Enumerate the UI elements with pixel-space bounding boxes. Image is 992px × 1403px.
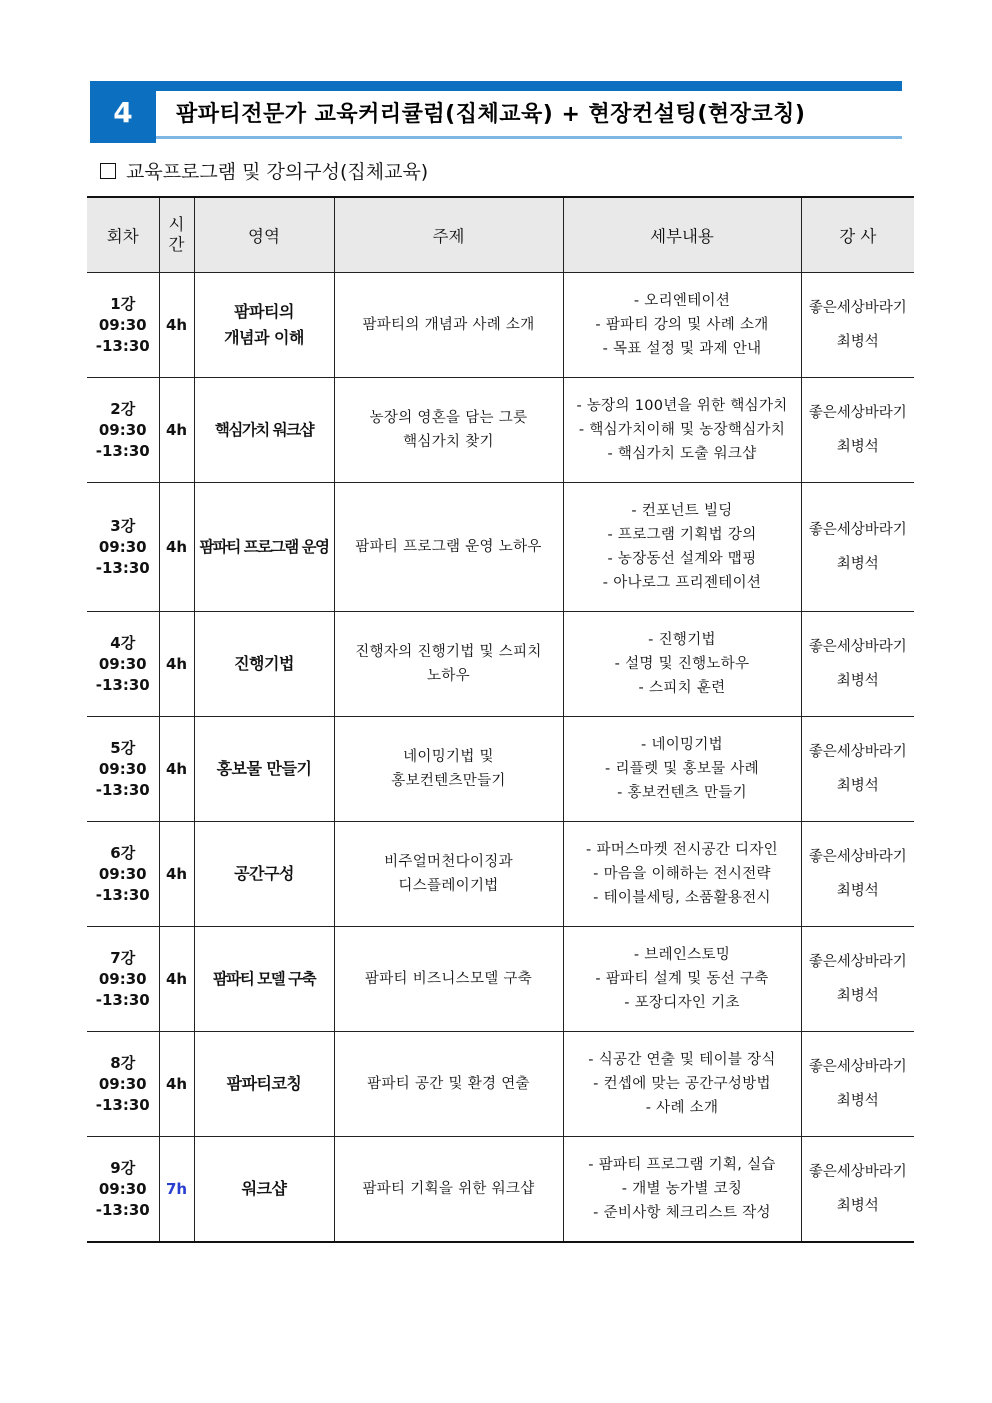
- hours-value: 4h: [165, 316, 188, 334]
- instructor-cell: [801, 378, 914, 483]
- instructor-cell: [801, 483, 914, 612]
- area-cell: [194, 483, 334, 612]
- details-item: - 네이밍기법: [641, 737, 723, 753]
- details-cell: [563, 483, 801, 612]
- checkbox-square-icon: [100, 163, 116, 179]
- session-start: 09:30: [98, 315, 147, 334]
- area-line2: 개념과 이해: [224, 328, 304, 347]
- header-topic: 주제: [334, 197, 563, 273]
- topic-line1: 네이밍기법 및: [403, 749, 494, 765]
- session-end: -13:30: [95, 441, 150, 460]
- topic-line2: 디스플레이기법: [398, 878, 499, 894]
- table-row: [87, 483, 914, 612]
- details-cell: [563, 378, 801, 483]
- hours-value: 4h: [165, 865, 188, 883]
- session-end: -13:30: [95, 1095, 150, 1114]
- table-header-row: [87, 197, 914, 273]
- details-item: - 목표 설정 및 과제 안내: [602, 341, 762, 357]
- table-row: [87, 717, 914, 822]
- topic-line1: 진행자의 진행기법 및 스피치: [355, 644, 542, 660]
- topic-line1: 비주얼머천다이징과: [384, 854, 513, 870]
- area-line1: 팜파티 프로그램 운영: [199, 538, 329, 556]
- instructor-name: 최병석: [836, 673, 879, 689]
- topic-cell: [334, 483, 563, 612]
- instructor-name: 최병석: [836, 988, 879, 1004]
- hours-cell: [159, 273, 194, 378]
- area-line1: 팜파티코칭: [226, 1074, 302, 1093]
- topic-line1: 팜파티 비즈니스모델 구축: [364, 971, 533, 987]
- session-cell: [87, 717, 159, 822]
- session-start: 09:30: [98, 759, 147, 778]
- session-end: -13:30: [95, 675, 150, 694]
- instructor-org: 좋은세상바라기: [808, 405, 907, 421]
- session-cell: [87, 612, 159, 717]
- session-label: 8강: [110, 1053, 136, 1072]
- table-row: [87, 822, 914, 927]
- details-item: - 진행기법: [648, 632, 716, 648]
- session-label: 6강: [110, 843, 136, 862]
- area-cell: [194, 1032, 334, 1137]
- session-label: 7강: [110, 948, 136, 967]
- details-item: - 리플렛 및 홍보물 사례: [605, 761, 759, 777]
- session-start: 09:30: [98, 969, 147, 988]
- topic-cell: [334, 1032, 563, 1137]
- hours-cell: [159, 378, 194, 483]
- area-line1: 워크샵: [241, 1179, 287, 1198]
- topic-line2: 핵심가치 찾기: [403, 434, 494, 450]
- table-row: [87, 927, 914, 1032]
- topic-cell: [334, 378, 563, 483]
- area-cell: [194, 1137, 334, 1243]
- details-cell: [563, 1137, 801, 1243]
- instructor-cell: [801, 612, 914, 717]
- details-item: - 핵심가치이해 및 농장핵심가치: [578, 422, 786, 438]
- session-cell: [87, 822, 159, 927]
- table-row: [87, 612, 914, 717]
- topic-line1: 팜파티 공간 및 환경 연출: [367, 1076, 530, 1092]
- header-details: 세부내용: [563, 197, 801, 273]
- topic-cell: [334, 1137, 563, 1243]
- details-item: - 식공간 연출 및 테이블 장식: [588, 1052, 776, 1068]
- session-label: 3강: [110, 516, 136, 535]
- header-bottom-rule: [156, 136, 902, 139]
- details-item: - 테이블세팅, 소품활용전시: [593, 890, 771, 906]
- instructor-name: 최병석: [836, 556, 879, 572]
- details-item: - 스피치 훈련: [638, 680, 726, 696]
- instructor-org: 좋은세상바라기: [808, 744, 907, 760]
- details-item: - 핵심가치 도출 워크샵: [607, 446, 757, 462]
- session-cell: [87, 378, 159, 483]
- details-item: - 팜파티 프로그램 기획, 실습: [588, 1157, 776, 1173]
- hours-cell: [159, 1137, 194, 1243]
- hours-value: 4h: [165, 760, 188, 778]
- area-cell: [194, 612, 334, 717]
- topic-line2: 노하우: [427, 668, 470, 684]
- details-item: - 농장의 100년을 위한 핵심가치: [576, 398, 788, 414]
- instructor-cell: [801, 273, 914, 378]
- table-row: [87, 378, 914, 483]
- topic-line2: 홍보컨텐츠만들기: [391, 773, 506, 789]
- details-item: - 컨포넌트 빌딩: [631, 503, 733, 519]
- details-item: - 팜파티 강의 및 사례 소개: [595, 317, 769, 333]
- session-end: -13:30: [95, 885, 150, 904]
- section-number: 4: [90, 81, 156, 143]
- hours-cell: [159, 483, 194, 612]
- details-item: - 프로그램 기획법 강의: [607, 527, 757, 543]
- instructor-name: 최병석: [836, 334, 879, 350]
- area-cell: [194, 717, 334, 822]
- details-item: - 파머스마켓 전시공간 디자인: [586, 842, 778, 858]
- details-cell: [563, 717, 801, 822]
- area-line1: 홍보물 만들기: [216, 759, 312, 778]
- subtitle: [100, 157, 428, 184]
- hours-value: 4h: [165, 970, 188, 988]
- topic-line1: 농장의 영혼을 담는 그릇: [369, 410, 528, 426]
- topic-cell: [334, 822, 563, 927]
- session-cell: [87, 483, 159, 612]
- header-hours-line1: 시: [168, 215, 185, 234]
- details-item: - 농장동선 설계와 맵핑: [607, 551, 757, 567]
- header-session: 회차: [87, 197, 159, 273]
- subtitle-text: 교육프로그램 및 강의구성(집체교육): [126, 161, 429, 183]
- instructor-cell: [801, 717, 914, 822]
- session-start: 09:30: [98, 864, 147, 883]
- area-cell: [194, 273, 334, 378]
- instructor-cell: [801, 1032, 914, 1137]
- table-row: [87, 1137, 914, 1243]
- instructor-cell: [801, 927, 914, 1032]
- details-item: - 설명 및 진행노하우: [614, 656, 750, 672]
- section-title: 팜파티전문가 교육커리큘럼(집체교육) + 현장컨설팅(현장코칭): [176, 102, 806, 127]
- session-start: 09:30: [98, 420, 147, 439]
- hours-cell: [159, 1032, 194, 1137]
- session-end: -13:30: [95, 558, 150, 577]
- instructor-cell: [801, 1137, 914, 1243]
- table-row: [87, 1032, 914, 1137]
- details-cell: [563, 612, 801, 717]
- instructor-name: 최병석: [836, 778, 879, 794]
- topic-cell: [334, 273, 563, 378]
- header-area: 영역: [194, 197, 334, 273]
- details-item: - 포장디자인 기초: [624, 995, 740, 1011]
- area-cell: [194, 927, 334, 1032]
- topic-cell: [334, 612, 563, 717]
- details-cell: [563, 822, 801, 927]
- area-line1: 진행기법: [234, 654, 294, 673]
- session-cell: [87, 927, 159, 1032]
- session-start: 09:30: [98, 1179, 147, 1198]
- instructor-name: 최병석: [836, 1198, 879, 1214]
- details-item: - 컨셉에 맞는 공간구성방법: [593, 1076, 771, 1092]
- session-start: 09:30: [98, 1074, 147, 1093]
- instructor-org: 좋은세상바라기: [808, 522, 907, 538]
- topic-line1: 팜파티 프로그램 운영 노하우: [355, 539, 542, 555]
- area-cell: [194, 378, 334, 483]
- details-item: - 준비사항 체크리스트 작성: [593, 1205, 771, 1221]
- area-line1: 핵심가치 워크샵: [214, 421, 314, 439]
- header-hours: [159, 197, 194, 273]
- session-label: 9강: [110, 1158, 136, 1177]
- details-item: - 개별 농가별 코칭: [621, 1181, 743, 1197]
- instructor-cell: [801, 822, 914, 927]
- area-line1: 팜파티 모델 구축: [212, 970, 316, 988]
- session-end: -13:30: [95, 336, 150, 355]
- details-cell: [563, 927, 801, 1032]
- details-item: - 마음을 이해하는 전시전략: [593, 866, 771, 882]
- hours-value: 4h: [165, 538, 188, 556]
- instructor-name: 최병석: [836, 1093, 879, 1109]
- topic-cell: [334, 927, 563, 1032]
- area-line1: 공간구성: [234, 864, 294, 883]
- instructor-org: 좋은세상바라기: [808, 1059, 907, 1075]
- section-header: [90, 81, 902, 143]
- hours-value: 4h: [165, 1075, 188, 1093]
- details-item: - 사례 소개: [645, 1100, 719, 1116]
- instructor-org: 좋은세상바라기: [808, 639, 907, 655]
- session-start: 09:30: [98, 654, 147, 673]
- instructor-org: 좋은세상바라기: [808, 954, 907, 970]
- instructor-org: 좋은세상바라기: [808, 1164, 907, 1180]
- instructor-name: 최병석: [836, 439, 879, 455]
- area-cell: [194, 822, 334, 927]
- hours-value: 4h: [165, 655, 188, 673]
- session-end: -13:30: [95, 990, 150, 1009]
- session-cell: [87, 1032, 159, 1137]
- area-line1: 팜파티의: [234, 302, 294, 321]
- details-item: - 오리엔테이션: [633, 293, 731, 309]
- instructor-org: 좋은세상바라기: [808, 849, 907, 865]
- hours-value: 7h: [165, 1180, 188, 1198]
- hours-cell: [159, 822, 194, 927]
- curriculum-table: [87, 196, 914, 1243]
- instructor-org: 좋은세상바라기: [808, 300, 907, 316]
- details-item: - 아나로그 프리젠테이션: [602, 575, 762, 591]
- hours-cell: [159, 612, 194, 717]
- session-label: 2강: [110, 399, 136, 418]
- header-top-rule: [90, 81, 902, 91]
- session-label: 1강: [110, 294, 136, 313]
- session-cell: [87, 273, 159, 378]
- session-label: 4강: [110, 633, 136, 652]
- hours-value: 4h: [165, 421, 188, 439]
- details-item: - 홍보컨텐츠 만들기: [617, 785, 747, 801]
- session-end: -13:30: [95, 1200, 150, 1219]
- hours-cell: [159, 717, 194, 822]
- details-item: - 브레인스토밍: [633, 947, 731, 963]
- session-cell: [87, 1137, 159, 1243]
- topic-cell: [334, 717, 563, 822]
- table-row: [87, 273, 914, 378]
- details-cell: [563, 1032, 801, 1137]
- session-start: 09:30: [98, 537, 147, 556]
- hours-cell: [159, 927, 194, 1032]
- session-end: -13:30: [95, 780, 150, 799]
- header-hours-line2: 간: [168, 235, 185, 254]
- header-instructor: 강 사: [801, 197, 914, 273]
- topic-line1: 팜파티의 개념과 사례 소개: [362, 317, 535, 333]
- topic-line1: 팜파티 기획을 위한 워크샵: [362, 1181, 535, 1197]
- session-label: 5강: [110, 738, 136, 757]
- details-item: - 팜파티 설계 및 동선 구축: [595, 971, 769, 987]
- details-cell: [563, 273, 801, 378]
- instructor-name: 최병석: [836, 883, 879, 899]
